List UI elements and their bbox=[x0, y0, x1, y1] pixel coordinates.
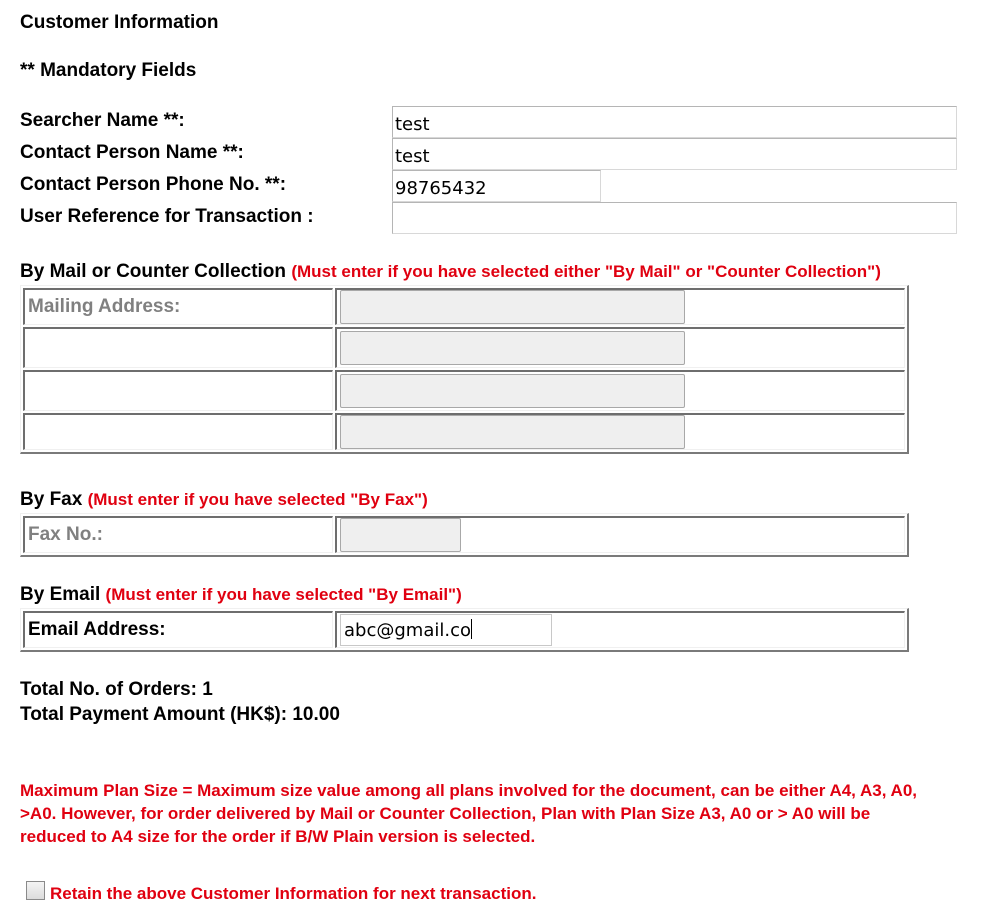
mailing-address-line-3[interactable] bbox=[340, 374, 685, 408]
total-payment-amount: Total Payment Amount (HK$): 10.00 bbox=[20, 704, 340, 725]
email-address-label: Email Address: bbox=[28, 619, 166, 640]
mail-section-note: (Must enter if you have selected either "By Mail" or "Counter Collection") bbox=[291, 262, 881, 281]
mail-section-heading bbox=[20, 261, 881, 283]
mandatory-fields-note: ** Mandatory Fields bbox=[20, 60, 197, 81]
contact-phone-input[interactable] bbox=[392, 170, 601, 202]
mailing-address-label: Mailing Address: bbox=[28, 296, 181, 317]
retain-info-checkbox[interactable] bbox=[26, 881, 45, 900]
user-reference-label: User Reference for Transaction : bbox=[20, 206, 314, 227]
mail-section-title: By Mail or Counter Collection bbox=[20, 261, 287, 282]
searcher-name-label: Searcher Name **: bbox=[20, 110, 185, 131]
fax-section-title: By Fax bbox=[20, 489, 83, 510]
mailing-address-line-2[interactable] bbox=[340, 331, 685, 365]
email-section-heading bbox=[20, 584, 462, 606]
plan-size-notice: Maximum Plan Size = Maximum size value among all plans involved for the document, can be either A4, A3, A0, >A0. However, for order delivered by Mail or Counter Collection, Plan with Plan Size A3, A0 or > A0 will be reduced to A4 size for the order if B/W Plain version is selected. bbox=[20, 781, 917, 846]
email-address-value: abc@gmail.co bbox=[344, 620, 471, 641]
contact-person-name-input[interactable] bbox=[392, 138, 957, 170]
mailing-address-line-4[interactable] bbox=[340, 415, 685, 449]
fax-section-note: (Must enter if you have selected "By Fax") bbox=[87, 490, 428, 509]
mailing-address-line-1[interactable] bbox=[340, 290, 685, 324]
fax-number-label: Fax No.: bbox=[28, 524, 103, 545]
text-caret bbox=[471, 619, 472, 639]
email-table bbox=[20, 608, 909, 652]
fax-number-input[interactable] bbox=[340, 518, 461, 552]
total-orders: Total No. of Orders: 1 bbox=[20, 679, 213, 700]
retain-info-label[interactable]: Retain the above Customer Information for next transaction. bbox=[50, 884, 537, 903]
searcher-name-input[interactable] bbox=[392, 106, 957, 138]
email-section-note: (Must enter if you have selected "By Email") bbox=[105, 585, 462, 604]
email-section-title: By Email bbox=[20, 584, 101, 605]
email-address-input[interactable] bbox=[340, 614, 552, 646]
fax-section-heading bbox=[20, 489, 428, 511]
contact-person-name-label: Contact Person Name **: bbox=[20, 142, 244, 163]
user-reference-input[interactable] bbox=[392, 202, 957, 234]
mailing-address-table bbox=[20, 285, 909, 454]
contact-phone-label: Contact Person Phone No. **: bbox=[20, 174, 287, 195]
page-title: Customer Information bbox=[20, 12, 219, 33]
fax-table bbox=[20, 513, 909, 557]
